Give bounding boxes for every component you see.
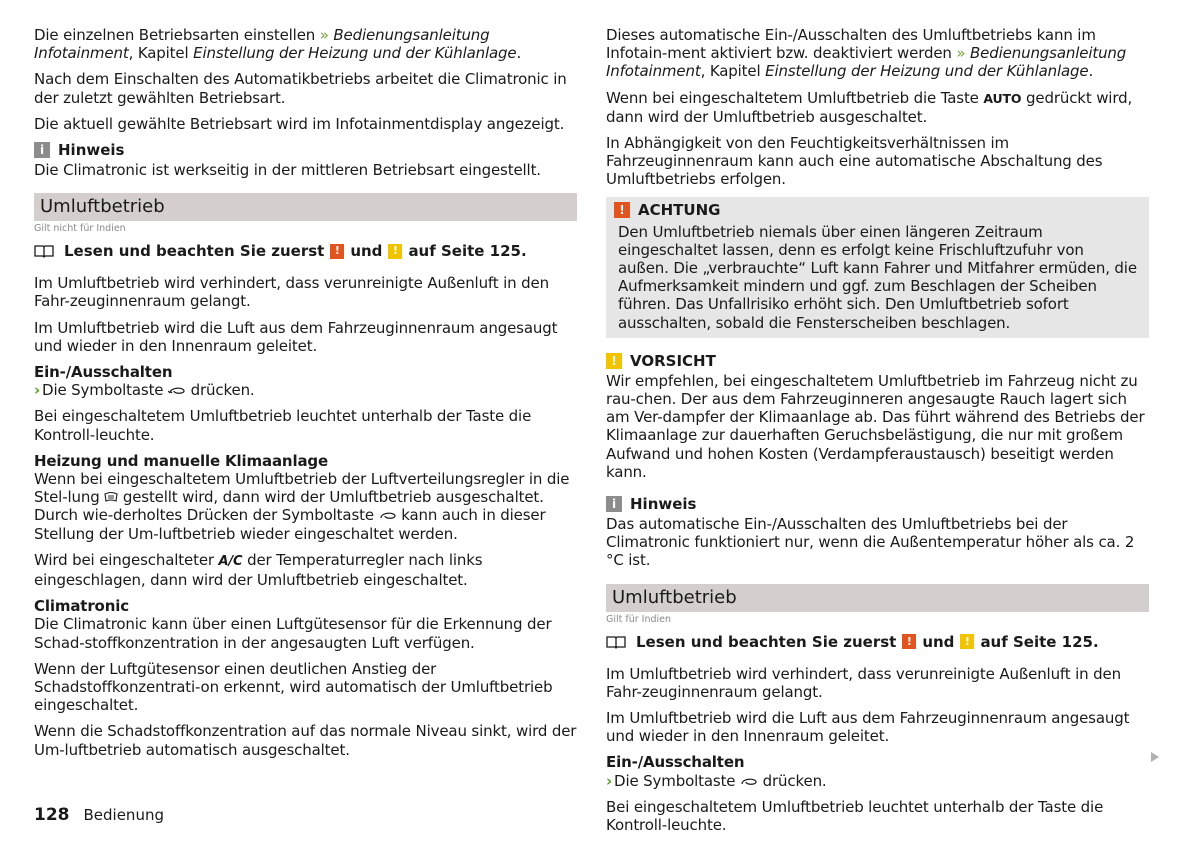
subheading: Ein-/Ausschalten xyxy=(606,753,745,772)
caution-icon: ! xyxy=(606,353,622,369)
windshield-defrost-icon xyxy=(104,491,118,502)
validity-note: Gilt für Indien xyxy=(606,613,672,625)
note-heading: i Hinweis xyxy=(34,141,577,159)
cross-reference-link[interactable]: » xyxy=(956,44,966,63)
caution-text: Wir empfehlen, bei eingeschaltetem Umluftbetrieb im Fahrzeug nicht zu rau-chen. Der aus dem Fahrzeuginneren angesaugte Rauch lagert sich am Ver-dampfer der Klimaanlage ab. Das führt während des Betriebs der Klimaanlage zur dauerhaften Geruchsbelästigung, die nur mit großem Aufwand und hohen Kosten (Verdampferaustausch) beseitigt werden kann. xyxy=(606,371,1145,481)
paragraph: Wird bei eingeschalteter A/C der Temperaturregler nach links eingeschlagen, dann wird der Umluftbetrieb eingeschaltet. xyxy=(34,550,483,590)
section-title: Umluftbetrieb xyxy=(34,193,577,221)
subheading: Climatronic xyxy=(34,597,129,616)
warning-text: Den Umluftbetrieb niemals über einen längeren Zeitraum eingeschaltet lassen, denn es erfolgt keine Frischluftzufuhr von außen. Die „verbrauchte“ Luft kann Fahrer und Mitfahrer ermüden, die Aufmerksamkeit mindern und ggf. zum Beschlagen der Scheiben führen. Das Unfallrisiko erhöht sich. Den Umluftbetrieb sofort ausschalten, sobald die Fensterscheiben beschlagen. xyxy=(618,222,1137,332)
page-footer xyxy=(34,805,164,825)
paragraph: In Abhängigkeit von den Feuchtigkeitsverhältnissen im Fahrzeuginnenraum kann auch eine automatische Abschaltung des Umluftbetriebs erfolgen. xyxy=(606,134,1103,189)
cross-reference-link[interactable]: » xyxy=(319,26,329,44)
instruction-step: › Die Symboltaste drücken. xyxy=(34,381,255,400)
book-icon xyxy=(606,635,626,649)
read-first-line: Lesen und beachten Sie zuerst ! und ! auf Seite 125. xyxy=(606,633,1149,651)
paragraph: Im Umluftbetrieb wird die Luft aus dem Fahrzeuginnenraum angesaugt und wieder in den Innenraum geleitet. xyxy=(34,318,558,355)
note-text: Das automatische Ein-/Ausschalten des Umluftbetriebs bei der Climatronic funktioniert nur, wenn die Außentemperatur höher als ca. 2 °C ist. xyxy=(606,515,1135,570)
instruction-step: › Die Symboltaste drücken. xyxy=(606,771,827,790)
paragraph: Dieses automatische Ein-/Ausschalten des Umluftbetriebs kann im Infotain-ment aktiviert bzw. deaktiviert werden » Bedienungsanleitung Infotainment, Kapitel Einstellung der Heizung und der Kühlanlage. xyxy=(606,26,1127,81)
section-title: Umluftbetrieb xyxy=(606,584,1149,612)
left-column xyxy=(34,26,577,767)
paragraph: Bei eingeschaltetem Umluftbetrieb leuchtet unterhalb der Taste die Kontroll-leuchte. xyxy=(34,407,532,444)
note-text: Die Climatronic ist werkseitig in der mittleren Betriebsart eingestellt. xyxy=(34,161,541,180)
paragraph: Wenn bei eingeschaltetem Umluftbetrieb die Taste AUTO gedrückt wird, dann wird der Umluftbetrieb ausgeschaltet. xyxy=(606,88,1133,126)
paragraph: Die Climatronic kann über einen Luftgütesensor für die Erkennung der Schad-stoffkonzentration in der angesaugten Luft verfügen. xyxy=(34,615,552,652)
step-arrow-icon: › xyxy=(34,381,41,400)
info-icon: i xyxy=(606,496,622,512)
caution-icon: ! xyxy=(960,634,974,649)
read-first-line: Lesen und beachten Sie zuerst ! und ! auf Seite 125. xyxy=(34,242,577,260)
page-number: 128 xyxy=(34,805,70,825)
validity-note: Gilt nicht für Indien xyxy=(34,223,126,235)
paragraph: Die aktuell gewählte Betriebsart wird im Infotainmentdisplay angezeigt. xyxy=(34,114,565,133)
recirculation-icon xyxy=(379,510,397,520)
step-arrow-icon: › xyxy=(606,771,613,790)
warning-icon: ! xyxy=(330,244,344,259)
warning-box xyxy=(606,197,1149,338)
warning-heading: ! ACHTUNG xyxy=(614,201,1139,219)
warning-icon: ! xyxy=(614,202,630,218)
right-column xyxy=(606,26,1149,842)
caution-heading: ! VORSICHT xyxy=(606,352,1149,370)
book-icon xyxy=(34,244,54,258)
footer-section-title: Bedienung xyxy=(83,806,164,824)
paragraph: Nach dem Einschalten des Automatikbetriebs arbeitet die Climatronic in der zuletzt gewählten Betriebsart. xyxy=(34,70,567,107)
next-page-arrow-icon[interactable] xyxy=(1151,752,1159,762)
recirculation-icon xyxy=(740,776,758,786)
page-reference-link[interactable]: auf Seite 125. xyxy=(980,632,1099,651)
paragraph: Wenn der Luftgütesensor einen deutlichen Anstieg der Schadstoffkonzentrati-on erkennt, wird automatisch der Umluftbetrieb eingeschaltet. xyxy=(34,659,553,715)
ac-key-label: A/C xyxy=(218,553,243,569)
warning-icon: ! xyxy=(902,634,916,649)
page-reference-link[interactable]: auf Seite 125. xyxy=(408,242,527,261)
paragraph: Im Umluftbetrieb wird verhindert, dass verunreinigte Außenluft in den Fahr-zeuginnenraum gelangt. xyxy=(606,664,1121,701)
recirculation-icon xyxy=(168,385,186,395)
auto-key-label: AUTO xyxy=(983,90,1022,106)
caution-icon: ! xyxy=(388,244,402,259)
paragraph: Wenn bei eingeschaltetem Umluftbetrieb der Luftverteilungsregler in die Stel-lung gestellt wird, dann wird der Umluftbetrieb ausgeschaltet. Durch wie-derholtes Drücken der Symboltaste kann auch in dieser Stellung der Um-luftbetrieb wieder eingeschaltet werden. xyxy=(34,470,570,543)
paragraph: Wenn die Schadstoffkonzentration auf das normale Niveau sinkt, wird der Um-luftbetrieb automatisch ausgeschaltet. xyxy=(34,722,577,759)
subheading: Ein-/Ausschalten xyxy=(34,363,173,382)
paragraph: Die einzelnen Betriebsarten einstellen » Bedienungsanleitung Infotainment, Kapitel Einstellung der Heizung und der Kühlanlage. xyxy=(34,26,522,63)
info-icon: i xyxy=(34,142,50,158)
paragraph: Im Umluftbetrieb wird die Luft aus dem Fahrzeuginnenraum angesaugt und wieder in den Innenraum geleitet. xyxy=(606,709,1130,746)
subheading: Heizung und manuelle Klimaanlage xyxy=(34,451,329,470)
note-heading: i Hinweis xyxy=(606,495,1149,513)
paragraph: Im Umluftbetrieb wird verhindert, dass verunreinigte Außenluft in den Fahr-zeuginnenraum gelangt. xyxy=(34,274,549,311)
paragraph: Bei eingeschaltetem Umluftbetrieb leuchtet unterhalb der Taste die Kontroll-leuchte. xyxy=(606,797,1104,835)
